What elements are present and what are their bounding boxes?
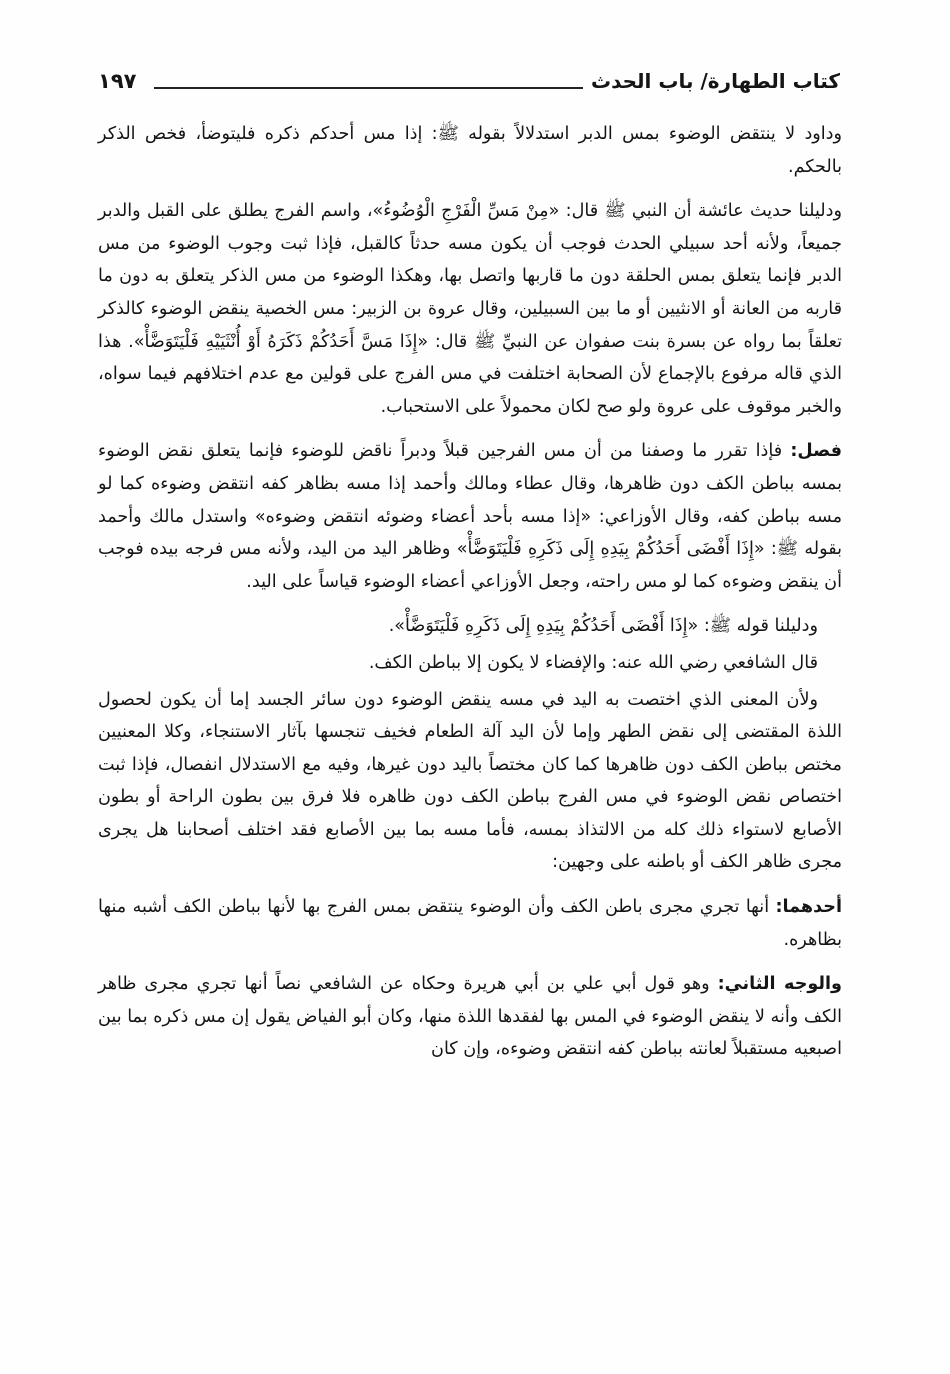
paragraph-7-first-view xyxy=(98,891,842,956)
paragraph-text: ولأن المعنى الذي اختصت به اليد في مسه ينقض الوضوء دون سائر الجسد إما أن يكون لحصول اللذة المقتضى إلى نقض الطهر وإما لأن اليد آلة الطعام فخيف تنجسها بآثار الاستنجاء، وكلا المعنيين مختص بباطن الكف دون ظاهرها كما كان مختصاً باليد دون غيرها، وفيه مع الاستدلال انفصال، فإذا ثبت اختصاص نقض الوضوء في مس الفرج بباطن الكف دون ظاهره فلا فرق بين بطون الراحة أو بطون الأصابع لاستواء ذلك كله من الالتذاذ بمسه، فأما مسه بما بين الأصابع فقد اختلف أصحابنا هل يجرى مجرى ظاهر الكف أو باطنه على وجهين: xyxy=(98,689,842,873)
paragraph-1 xyxy=(98,118,842,183)
running-header xyxy=(98,66,840,100)
paragraph-3-fasl xyxy=(98,435,842,598)
paragraph-4 xyxy=(98,610,842,643)
paragraph-text: وهو قول أبي علي بن أبي هريرة وحكاه عن الشافعي نصاً أنها تجري مجرى ظاهر الكف وأنه لا ينقض الوضوء في المس بها لفقدها اللذة منها، وكان أبو الفياض يقول إن مس ذكره بما بين اصبعيه مستقبلاً لعانته بباطن كفه انتقض وضوءه، وإن كان xyxy=(98,974,842,1060)
paragraph-text: ودليلنا قوله ﷺ: «إِذَا أَفْضَى أَحَدُكُمْ بِيَدِهِ إِلَى ذَكَرِهِ فَلْيَتَوَضَّأْ». xyxy=(388,616,818,637)
paragraph-text: فإذا تقرر ما وصفنا من أن مس الفرجين قبلاً ودبراً ناقض للوضوء فإنما يتعلق نقض الوضوء بمسه بباطن الكف دون ظاهرها، وقال عطاء ومالك وأحمد إذا مسه بظاهر كفه انتقض وضوءه كما لو مسه بباطن كفه، وقال الأوزاعي: «إذا مسه بأحد أعضاء وضوئه انتقض وضوءه» واستدل مالك وأحمد بقوله ﷺ: «إِذَا أَفْضَى أَحَدُكُمْ بِيَدِهِ إِلَى ذَكَرِهِ فَلْيَتَوَضَّأْ» وظاهر اليد من اليد، ولأنه مس فرجه بيده فوجب أن ينقض وضوءه كما لو مس راحته، وجعل الأوزاعي أعضاء الوضوء قياساً على اليد. xyxy=(98,441,842,592)
paragraph-8-second-view xyxy=(98,968,842,1066)
section-lead: أحدهما: xyxy=(775,897,843,918)
paragraph-text: أنها تجري مجرى باطن الكف وأن الوضوء ينتقض بمس الفرج بها لأنها بباطن الكف أشبه منها بظاهره. xyxy=(98,897,842,950)
paragraph-2 xyxy=(98,195,842,423)
section-lead: والوجه الثاني: xyxy=(717,974,842,995)
header-rule xyxy=(154,87,635,89)
paragraph-text: وداود لا ينتقض الوضوء بمس الدبر استدلالاً بقوله ﷺ: إذا مس أحدكم ذكره فليتوضأ، فخص الذكر بالحكم. xyxy=(98,124,842,177)
page-number: ١٩٧ xyxy=(98,66,142,96)
paragraph-5 xyxy=(98,647,842,680)
paragraph-text: ودليلنا حديث عائشة أن النبي ﷺ قال: «مِنْ مَسِّ الْفَرْجِ الْوُضُوءُ»، واسم الفرج يطلق على القبل والدبر جميعاً، ولأنه أحد سبيلي الحدث فوجب أن يكون مسه حدثاً كالقبل، فإذا ثبت وجوب الوضوء من مس الدبر فإنما يتعلق بمس الحلقة دون ما قاربها واتصل بها، وهكذا الوضوء من مس الذكر يتعلق به دون ما قاربه من العانة أو الانثيين أو ما بين السبيلين، وقال عروة بن الزبير: مس الخصية ينقض الوضوء كالذكر تعلقاً بما رواه عن بسرة بنت صفوان عن النبيِّ ﷺ قال: «إِذَا مَسَّ أَحَدُكُمْ ذَكَرَهُ أَوْ أُنْثَيَيْهِ فَلْيَتَوَضَّأْ». هذا الذي قاله مرفوع بالإجماع لأن الصحابة اختلفت في مس الفرج على قولين مع عدم اختلافهم فيما سواه، والخبر موقوف على عروة ولو صح لكان محمولاً على الاستحباب. xyxy=(98,201,842,417)
page-body xyxy=(98,118,842,1078)
paragraph-6 xyxy=(98,684,842,880)
section-lead: فصل: xyxy=(790,441,842,462)
paragraph-text: قال الشافعي رضي الله عنه: والإفضاء لا يكون إلا بباطن الكف. xyxy=(368,652,818,673)
chapter-title: كتاب الطهارة/ باب الحدث xyxy=(583,66,840,96)
